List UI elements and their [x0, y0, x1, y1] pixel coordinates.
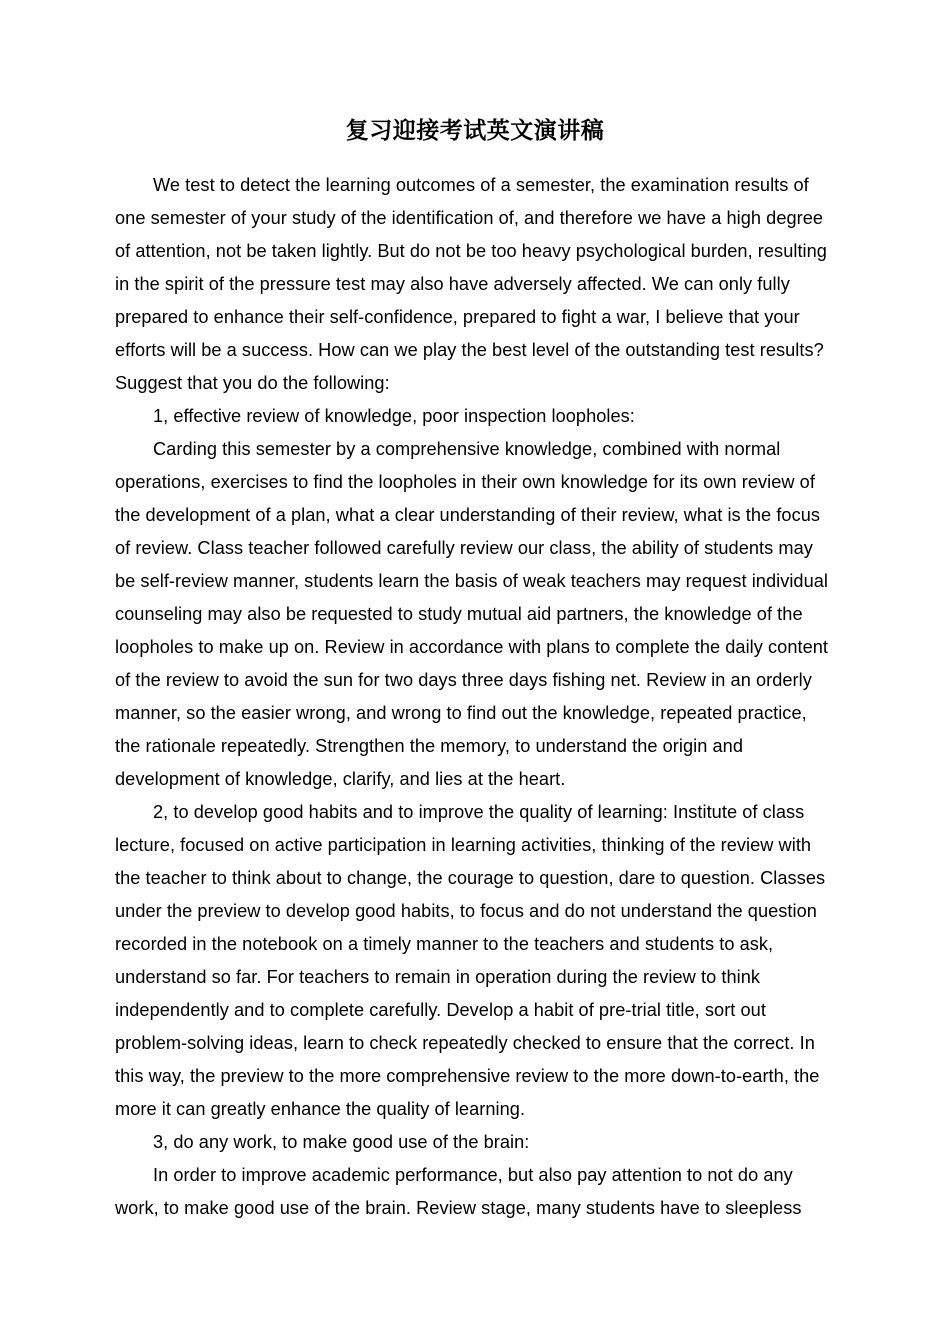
document-body [115, 169, 837, 1225]
paragraph-review: Carding this semester by a comprehensive knowledge, combined with normal operations, exercises to find the loopholes in their own knowledge for its own review of the development of a plan, what a clear understanding of their review, what is the focus of review. Class teacher followed carefully review our class, the ability of students may be self-review manner, students learn the basis of weak teachers may request individual counseling may also be requested to study mutual aid partners, the knowledge of the loopholes to make up on. Review in accordance with plans to complete the daily content of the review to avoid the sun for two days three days fishing net. Review in an orderly manner, so the easier wrong, and wrong to find out the knowledge, repeated practice, the rationale repeatedly. Strengthen the memory, to understand the origin and development of knowledge, clarify, and lies at the heart. [115, 439, 829, 789]
paragraph-heading-3: 3, do any work, to make good use of the brain: [153, 1132, 530, 1152]
paragraph-brain: In order to improve academic performance, but also pay attention to not do any work, to make good use of the brain. Review stage, many students have to sleepless [115, 1165, 802, 1218]
paragraph-heading-1: 1, effective review of knowledge, poor inspection loopholes: [153, 406, 635, 426]
paragraph-habits: 2, to develop good habits and to improve the quality of learning: Institute of class lecture, focused on active participation in learning activities, thinking of the review with the teacher to think about to change, the courage to question, dare to question. Classes under the preview to develop good habits, to focus and do not understand the question recorded in the notebook on a timely manner to the teachers and students to ask, understand so far. For teachers to remain in operation during the review to think independently and to complete carefully. Develop a habit of pre-trial title, sort out problem-solving ideas, learn to check repeatedly checked to ensure that the correct. In this way, the preview to the more comprehensive review to the more down-to-earth, the more it can greatly enhance the quality of learning. [115, 802, 826, 1119]
document-title: 复习迎接考试英文演讲稿 [345, 118, 605, 144]
paragraph-intro: We test to detect the learning outcomes of a semester, the examination results of one semester of your study of the identification of, and therefore we have a high degree of attention, not be taken lightly. But do not be too heavy psychological burden, resulting in the spirit of the pressure test may also have adversely affected. We can only fully prepared to enhance their self-confidence, prepared to fight a war, I believe that your efforts will be a success. How can we play the best level of the outstanding test results? Suggest that you do the following: [115, 175, 827, 393]
